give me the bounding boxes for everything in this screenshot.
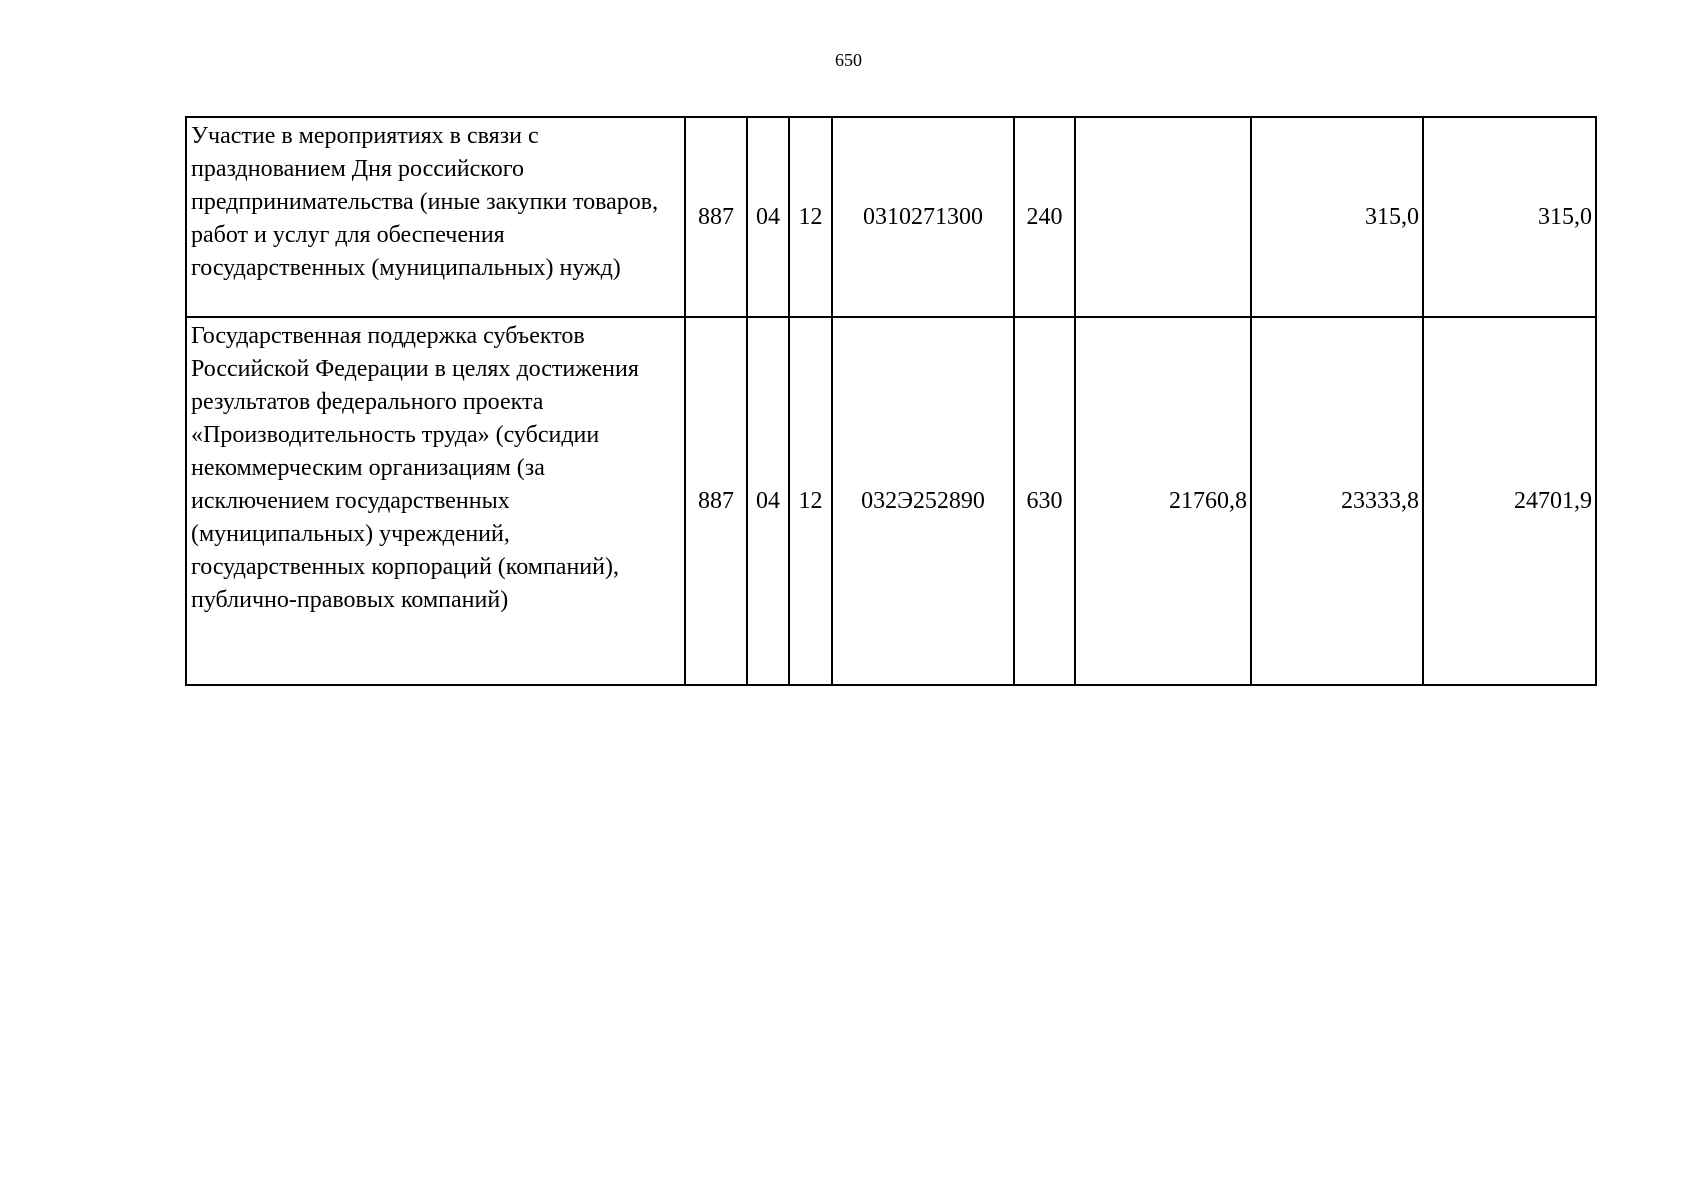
amount-cell: 23333,8 bbox=[1251, 317, 1423, 685]
target-item-code: 032Э252890 bbox=[832, 317, 1014, 685]
ministry-code: 887 bbox=[685, 117, 747, 317]
row-description: Участие в мероприятиях в связи с празднованием Дня российского предпринимательства (иные закупки товаров, работ и услуг для обеспечения государственных (муниципальных) нужд) bbox=[186, 117, 685, 317]
budget-table bbox=[185, 116, 1597, 686]
target-item-code: 0310271300 bbox=[832, 117, 1014, 317]
page-number: 650 bbox=[835, 50, 862, 70]
section-code: 04 bbox=[747, 117, 789, 317]
table-row bbox=[186, 317, 1596, 685]
row-description: Государственная поддержка субъектов Российской Федерации в целях достижения результатов федерального проекта «Производительность труда» (субсидии некоммерческим организациям (за исключением государственных (муниципальных) учреждений, государственных корпораций (компаний), публично-правовых компаний) bbox=[186, 317, 685, 685]
amount-cell: 315,0 bbox=[1423, 117, 1596, 317]
expense-type-code: 240 bbox=[1014, 117, 1075, 317]
ministry-code: 887 bbox=[685, 317, 747, 685]
amount-cell: 21760,8 bbox=[1075, 317, 1251, 685]
subsection-code: 12 bbox=[789, 117, 832, 317]
subsection-code: 12 bbox=[789, 317, 832, 685]
amount-cell bbox=[1075, 117, 1251, 317]
table-row bbox=[186, 117, 1596, 317]
amount-cell: 24701,9 bbox=[1423, 317, 1596, 685]
expense-type-code: 630 bbox=[1014, 317, 1075, 685]
section-code: 04 bbox=[747, 317, 789, 685]
amount-cell: 315,0 bbox=[1251, 117, 1423, 317]
